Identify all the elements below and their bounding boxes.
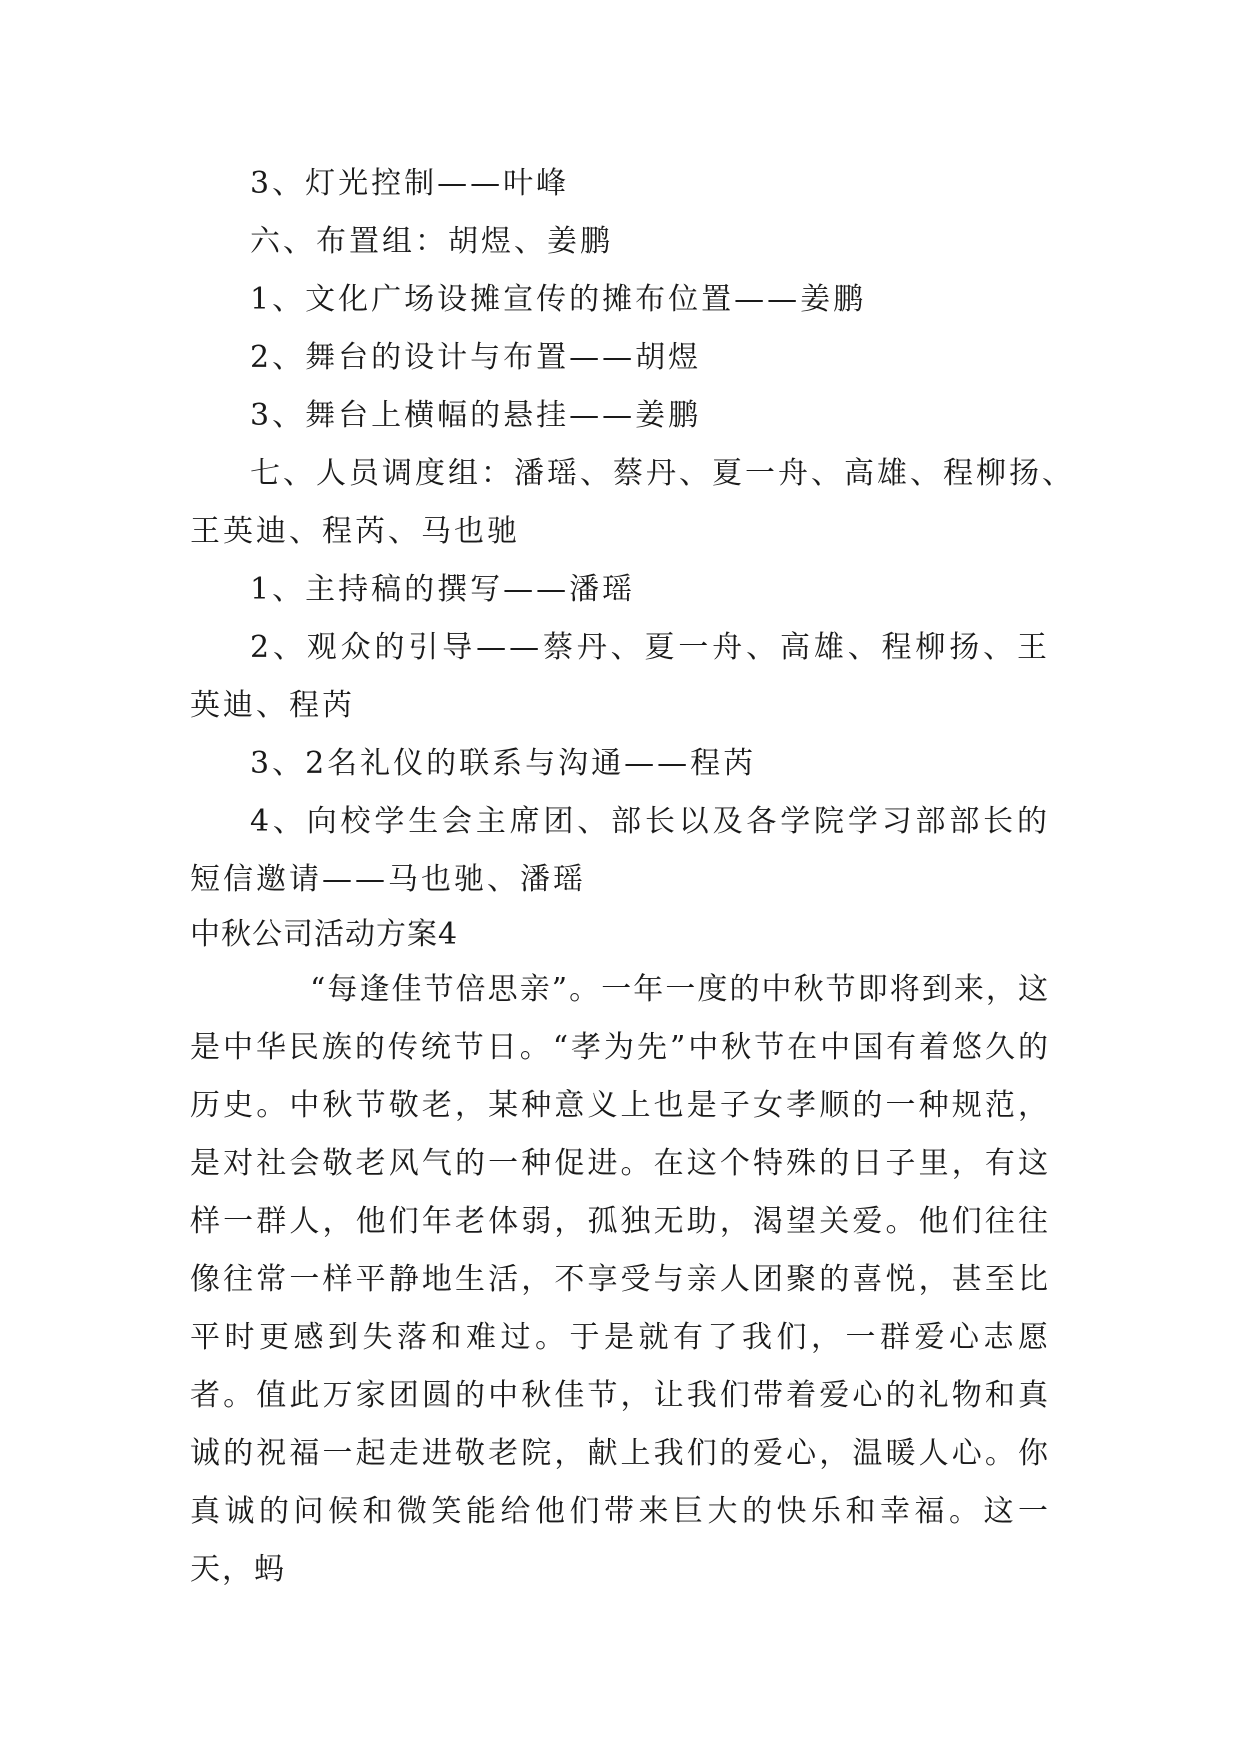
group-heading-layout: 六、布置组：胡煜、姜鹏 <box>250 224 613 259</box>
list-item: 4、向校学生会主席团、部长以及各学院学习部部长的 <box>250 804 1050 839</box>
section-title: 中秋公司活动方案4 <box>190 917 459 952</box>
list-item: 3、灯光控制——叶峰 <box>250 166 570 201</box>
group-heading-staff: 七、人员调度组：潘瑶、蔡丹、夏一舟、高雄、程柳扬、 <box>250 456 1075 491</box>
list-item: 2、观众的引导——蔡丹、夏一舟、高雄、程柳扬、王 <box>250 630 1050 665</box>
group-heading-staff-continued: 王英迪、程芮、马也驰 <box>190 514 520 549</box>
list-item: 1、文化广场设摊宣传的摊布位置——姜鹏 <box>250 282 867 317</box>
list-item-continued: 短信邀请——马也驰、潘瑶 <box>190 862 586 897</box>
list-item: 2、舞台的设计与布置——胡煜 <box>250 340 702 375</box>
list-item-continued: 英迪、程芮 <box>190 688 355 723</box>
list-item: 3、舞台上横幅的悬挂——姜鹏 <box>250 398 702 433</box>
list-item: 1、主持稿的撰写——潘瑶 <box>250 572 636 607</box>
list-item: 3、2名礼仪的联系与沟通——程芮 <box>250 746 757 781</box>
document-body <box>190 155 1075 1599</box>
body-paragraph: “每逢佳节倍思亲”。一年一度的中秋节即将到来，这是中华民族的传统节日。“孝为先”中秋节在中国有着悠久的历史。中秋节敬老，某种意义上也是子女孝顺的一种规范，是对社会敬老风气的一种促进。在这个特殊的日子里，有这样一群人，他们年老体弱，孤独无助，渴望关爱。他们往往像往常一样平静地生活，不享受与亲人团聚的喜悦，甚至比平时更感到失落和难过。于是就有了我们，一群爱心志愿者。值此万家团圆的中秋佳节，让我们带着爱心的礼物和真诚的祝福一起走进敬老院，献上我们的爱心，温暖人心。你真诚的问候和微笑能给他们带来巨大的快乐和幸福。这一天，蚂 <box>190 972 1050 1587</box>
